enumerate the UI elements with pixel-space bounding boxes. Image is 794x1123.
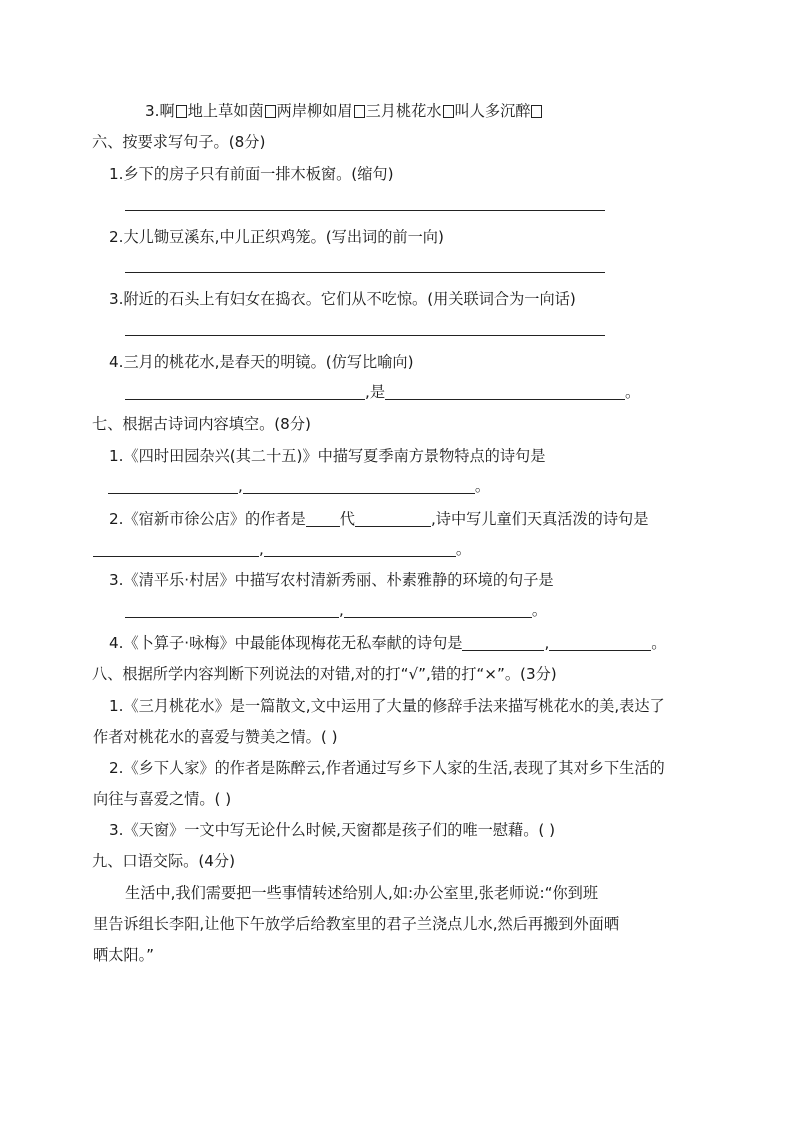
punctuation-blank[interactable] — [531, 105, 542, 118]
s7-q2-answer: , 。 — [93, 539, 471, 559]
answer-blank[interactable] — [125, 601, 339, 618]
punctuation-blank[interactable] — [176, 105, 187, 118]
answer-blank[interactable] — [264, 540, 456, 557]
s6-q1: 1.乡下的房子只有前面一排木板窗。(缩句) — [109, 165, 394, 183]
s5-q3: 3.啊 地上草如茵 两岸柳如眉 三月桃花水 叫人多沉醉 — [145, 101, 543, 121]
answer-blank[interactable] — [243, 477, 475, 494]
s7-q4: 4.《卜算子·咏梅》中最能体现梅花无私奉献的诗句是 , 。 — [109, 634, 667, 652]
s7-q1-answer: , 。 — [108, 476, 490, 496]
s7-heading: 七、根据古诗词内容填空。(8分) — [92, 415, 311, 433]
answer-line-s6-q2[interactable] — [125, 272, 605, 273]
s7-q3-answer: , 。 — [125, 600, 547, 620]
answer-blank[interactable] — [462, 634, 544, 651]
answer-blank[interactable] — [355, 510, 431, 527]
answer-blank[interactable] — [93, 540, 259, 557]
answer-blank[interactable] — [125, 383, 365, 400]
s7-q3: 3.《清平乐·村居》中描写农村清新秀丽、朴素雅静的环境的句子是 — [109, 571, 554, 589]
answer-blank[interactable] — [306, 510, 340, 527]
s8-q1-line2: 作者对桃花水的喜爱与赞美之情。( ) — [93, 728, 338, 746]
s8-q3: 3.《天窗》一文中写无论什么时候,天窗都是孩子们的唯一慰藉。( ) — [109, 821, 556, 839]
s6-q3: 3.附近的石头上有妇女在捣衣。它们从不吃惊。(用关联词合为一向话) — [109, 290, 576, 308]
punctuation-blank[interactable] — [354, 105, 365, 118]
answer-blank[interactable] — [344, 601, 532, 618]
s6-q4-answer: ,是 。 — [125, 382, 640, 402]
s8-heading: 八、根据所学内容判断下列说法的对错,对的打“√”,错的打“×”。(3分) — [92, 665, 557, 683]
s6-q4: 4.三月的桃花水,是春天的明镜。(仿写比喻向) — [109, 353, 414, 371]
answer-line-s6-q1[interactable] — [125, 210, 605, 211]
s7-q2: 2.《宿新市徐公店》的作者是 代 ,诗中写儿童们天真活泼的诗句是 — [109, 510, 649, 528]
s9-paragraph-line1: 生活中,我们需要把一些事情转述给别人,如:办公室里,张老师说:“你到班 — [125, 884, 599, 902]
s9-heading: 九、口语交际。(4分) — [92, 852, 236, 870]
s7-q1: 1.《四时田园杂兴(其二十五)》中描写夏季南方景物特点的诗句是 — [109, 447, 546, 465]
s6-q2: 2.大儿锄豆溪东,中儿正织鸡笼。(写出词的前一向) — [109, 228, 444, 246]
s8-q1-line1: 1.《三月桃花水》是一篇散文,文中运用了大量的修辞手法来描写桃花水的美,表达了 — [109, 697, 665, 715]
s9-paragraph-line2: 里告诉组长李阳,让他下午放学后给教室里的君子兰浇点儿水,然后再搬到外面晒 — [93, 915, 620, 933]
answer-blank[interactable] — [385, 383, 625, 400]
answer-blank[interactable] — [108, 477, 238, 494]
s9-paragraph-line3: 晒太阳。” — [93, 946, 155, 964]
s8-q2-line1: 2.《乡下人家》的作者是陈醉云,作者通过写乡下人家的生活,表现了其对乡下生活的 — [109, 759, 665, 777]
s8-q2-line2: 向往与喜爱之情。( ) — [93, 790, 232, 808]
punctuation-blank[interactable] — [265, 105, 276, 118]
punctuation-blank[interactable] — [443, 105, 454, 118]
answer-blank[interactable] — [549, 634, 651, 651]
s6-heading: 六、按要求写句子。(8分) — [92, 133, 266, 151]
answer-line-s6-q3[interactable] — [125, 335, 605, 336]
